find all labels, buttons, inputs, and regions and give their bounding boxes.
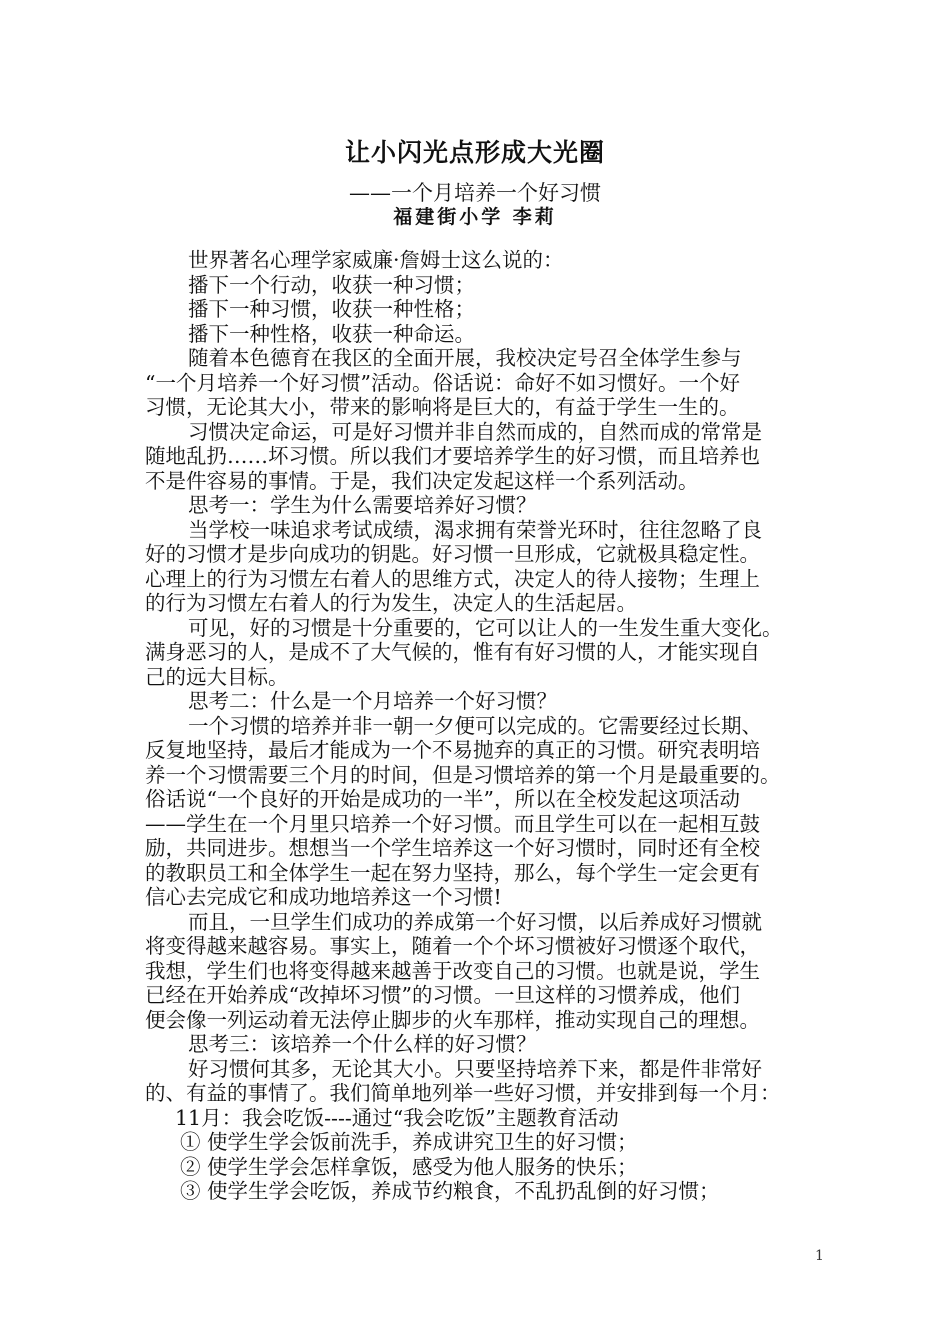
body-line: 播下一个行动，收获一种习惯； (188, 272, 475, 297)
body-line: 可见，好的习惯是十分重要的，它可以让人的一生发生重大变化。 (188, 615, 783, 640)
body-line: 好的习惯才是步向成功的钥匙。好习惯一旦形成，它就极具稳定性。 (145, 542, 760, 566)
body-line: 一个习惯的培养并非一朝一夕便可以完成的。它需要经过长期、 (188, 713, 762, 738)
body-line: 的行为习惯左右着人的行为发生，决定人的生活起居。 (145, 591, 637, 615)
body-line: 而且，一旦学生们成功的养成第一个好习惯，以后养成好习惯就 (188, 909, 762, 934)
body-line: 好习惯何其多，无论其大小。只要坚持培养下来，都是件非常好 (188, 1056, 762, 1081)
body-line: 的、有益的事情了。我们简单地列举一些好习惯，并安排到每一个月： (145, 1081, 781, 1105)
section-heading: 思考一：学生为什么需要培养好习惯？ (188, 493, 537, 517)
body-line: 习惯，无论其大小，带来的影响将是巨大的，有益于学生一生的。 (145, 395, 740, 419)
body-line: “一个月培养一个好习惯”活动。俗话说：命好不如习惯好。一个好 (145, 370, 740, 395)
body-line: 的教职员工和全体学生一起在努力坚持，那么，每个学生一定会更有 (145, 860, 760, 885)
body-line: 随地乱扔……坏习惯。所以我们才要培养学生的好习惯，而且培养也 (145, 444, 760, 468)
section-heading: 思考二：什么是一个月培养一个好习惯？ (188, 689, 557, 713)
body-line: 信心去完成它和成功地培养这一个习惯! (145, 885, 502, 909)
body-line: 便会像一列运动着无法停止脚步的火车那样，推动实现自己的理想。 (145, 1007, 760, 1032)
body-line: 养一个习惯需要三个月的时间，但是习惯培养的第一个月是最重要的。 (145, 762, 781, 787)
document-subtitle: ——一个月培养一个好习惯 (349, 181, 601, 205)
document-title: 让小闪光点形成大光圈 (344, 138, 605, 167)
document-author: 福建街小学 李莉 (393, 206, 557, 228)
body-line: 满身恶习的人，是成不了大气候的，惟有有好习惯的人，才能实现自 (145, 640, 760, 664)
month-heading: 11月：我会吃饭----通过“我会吃饭”主题教育活动 (175, 1105, 619, 1130)
body-line: 已经在开始养成“改掉坏习惯”的习惯。一旦这样的习惯养成，他们 (145, 983, 740, 1007)
body-line: ——学生在一个月里只培养一个好习惯。而且学生可以在一起相互鼓 (145, 811, 760, 836)
page-number: 1 (815, 1248, 824, 1264)
body-line: 我想，学生们也将变得越来越善于改变自己的习惯。也就是说，学生 (145, 958, 760, 983)
body-line: 不是件容易的事情。于是，我们决定发起这样一个系列活动。 (145, 468, 699, 493)
body-line: 俗话说“一个良好的开始是成功的一半”，所以在全校发起这项活动 (145, 787, 740, 811)
body-line: 反复地坚持，最后才能成为一个不易抛弃的真正的习惯。研究表明培 (145, 738, 760, 762)
body-line: 播下一种习惯，收获一种性格； (188, 297, 475, 321)
list-item: ② 使学生学会怎样拿饭，感受为他人服务的快乐； (180, 1154, 638, 1179)
body-line: 播下一种性格，收获一种命运。 (188, 321, 475, 346)
body-line: 励，共同进步。想想当一个学生培养这一个好习惯时，同时还有全校 (145, 836, 760, 860)
body-line: 当学校一味追求考试成绩，渴求拥有荣誉光环时，往往忽略了良 (188, 517, 762, 542)
body-line: 习惯决定命运，可是好习惯并非自然而成的，自然而成的常常是 (188, 419, 762, 444)
list-item: ③ 使学生学会吃饭，养成节约粮食，不乱扔乱倒的好习惯； (180, 1179, 720, 1203)
body-line: 心理上的行为习惯左右着人的思维方式，决定人的待人接物；生理上 (145, 566, 760, 591)
document-body (145, 248, 835, 1204)
body-line: 随着本色德育在我区的全面开展，我校决定号召全体学生参与 (188, 346, 742, 370)
body-line: 世界著名心理学家威廉·詹姆士这么说的： (188, 248, 564, 272)
list-item: ① 使学生学会饭前洗手，养成讲究卫生的好习惯； (180, 1130, 638, 1154)
body-line: 将变得越来越容易。事实上，随着一个个坏习惯被好习惯逐个取代， (145, 934, 760, 958)
body-line: 己的远大目标。 (145, 664, 289, 689)
section-heading: 思考三：该培养一个什么样的好习惯？ (188, 1032, 537, 1056)
